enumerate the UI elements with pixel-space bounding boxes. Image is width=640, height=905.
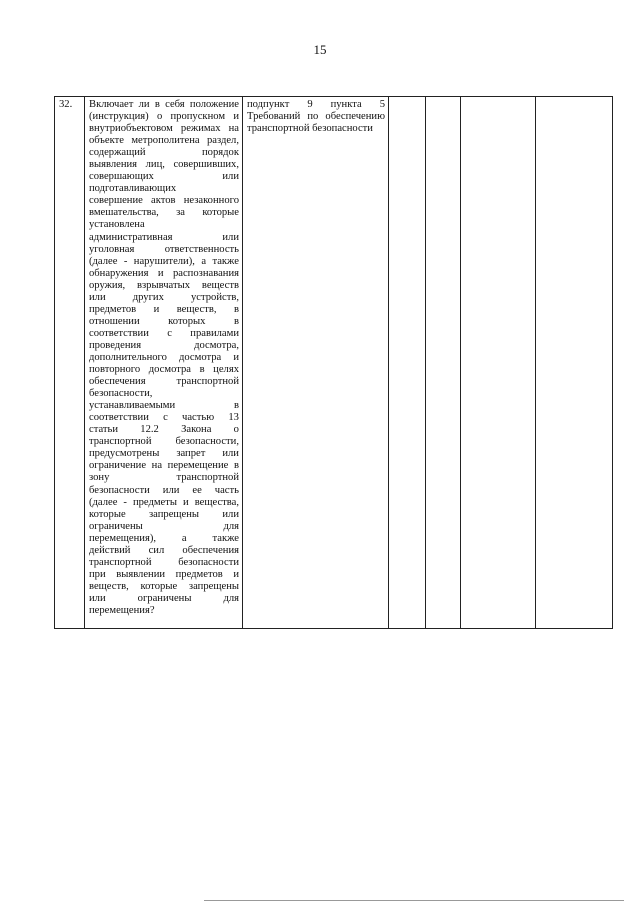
question-line: перемещения), а также bbox=[89, 532, 239, 544]
question-line: ограничены для bbox=[89, 520, 239, 532]
reference-line: подпункт 9 пункта 5 bbox=[247, 99, 385, 110]
question-line: отношении которых в bbox=[89, 315, 239, 327]
question-line: предметов и веществ, в bbox=[89, 303, 239, 315]
question-line: зону транспортной bbox=[89, 472, 239, 484]
question-line: повторного досмотра в целях bbox=[89, 364, 239, 376]
checklist-table bbox=[54, 96, 613, 629]
question-line: действий сил обеспечения bbox=[89, 544, 239, 556]
question-line: содержащий порядок bbox=[89, 147, 239, 159]
question-line: веществ, которые запрещены bbox=[89, 580, 239, 592]
question-line: выявления лиц, совершивших, bbox=[89, 159, 239, 171]
question-line: административная или bbox=[89, 231, 239, 243]
empty-cell-7 bbox=[536, 97, 613, 629]
question-line: подготавливающих bbox=[89, 183, 177, 195]
question-line: (далее - нарушители), а также bbox=[89, 255, 239, 267]
question-line: транспортной безопасности, bbox=[89, 436, 239, 448]
question-line: объекте метрополитена раздел, bbox=[89, 135, 239, 147]
question-line: безопасности или ее часть bbox=[89, 484, 239, 496]
question-line: обнаружения и распознавания bbox=[89, 267, 239, 279]
bottom-rule bbox=[204, 900, 624, 901]
question-line: оружия, взрывчатых веществ bbox=[89, 279, 239, 291]
question-line: устанавливаемыми в bbox=[89, 400, 239, 412]
empty-cell-4 bbox=[389, 97, 426, 629]
page-number: 15 bbox=[313, 42, 327, 57]
question-line: установлена bbox=[89, 219, 145, 231]
question-line: совершающих или bbox=[89, 171, 239, 183]
question-line: при выявлении предметов и bbox=[89, 568, 239, 580]
question-line: транспортной безопасности bbox=[89, 556, 239, 568]
question-line: проведения досмотра, bbox=[89, 339, 239, 351]
question-line: уголовная ответственность bbox=[89, 243, 239, 255]
question-line: статьи 12.2 Закона о bbox=[89, 424, 239, 436]
question-line: ограничение на перемещение в bbox=[89, 460, 239, 472]
question-line: (далее - предметы и вещества, bbox=[89, 496, 239, 508]
question-line: (инструкция) о пропускном и bbox=[89, 111, 239, 123]
question-line: дополнительного досмотра и bbox=[89, 351, 239, 363]
reference-line: транспортной безопасности bbox=[247, 123, 373, 135]
question-line: совершение актов незаконного bbox=[89, 195, 239, 207]
question-line: вмешательства, за которые bbox=[89, 207, 239, 219]
question-line: или других устройств, bbox=[89, 291, 239, 303]
empty-cell-6 bbox=[461, 97, 536, 629]
reference-cell bbox=[243, 97, 389, 629]
question-line: предусмотрены запрет или bbox=[89, 448, 239, 460]
question-line: внутриобъектовом режимах на bbox=[89, 123, 239, 135]
reference-line: Требований по обеспечению bbox=[247, 111, 385, 123]
question-line: перемещения? bbox=[89, 604, 155, 616]
question-line: Включает ли в себя положение bbox=[89, 99, 239, 110]
row-number: 32. bbox=[55, 97, 85, 629]
question-line: безопасности, bbox=[89, 388, 153, 400]
question-line: которые запрещены или bbox=[89, 508, 239, 520]
empty-cell-5 bbox=[426, 97, 461, 629]
table-row bbox=[55, 97, 613, 629]
question-line: соответствии с частью 13 bbox=[89, 412, 239, 424]
question-line: соответствии с правилами bbox=[89, 327, 239, 339]
question-line: или ограничены для bbox=[89, 592, 239, 604]
question-line: обеспечения транспортной bbox=[89, 376, 239, 388]
question-cell bbox=[85, 97, 243, 629]
